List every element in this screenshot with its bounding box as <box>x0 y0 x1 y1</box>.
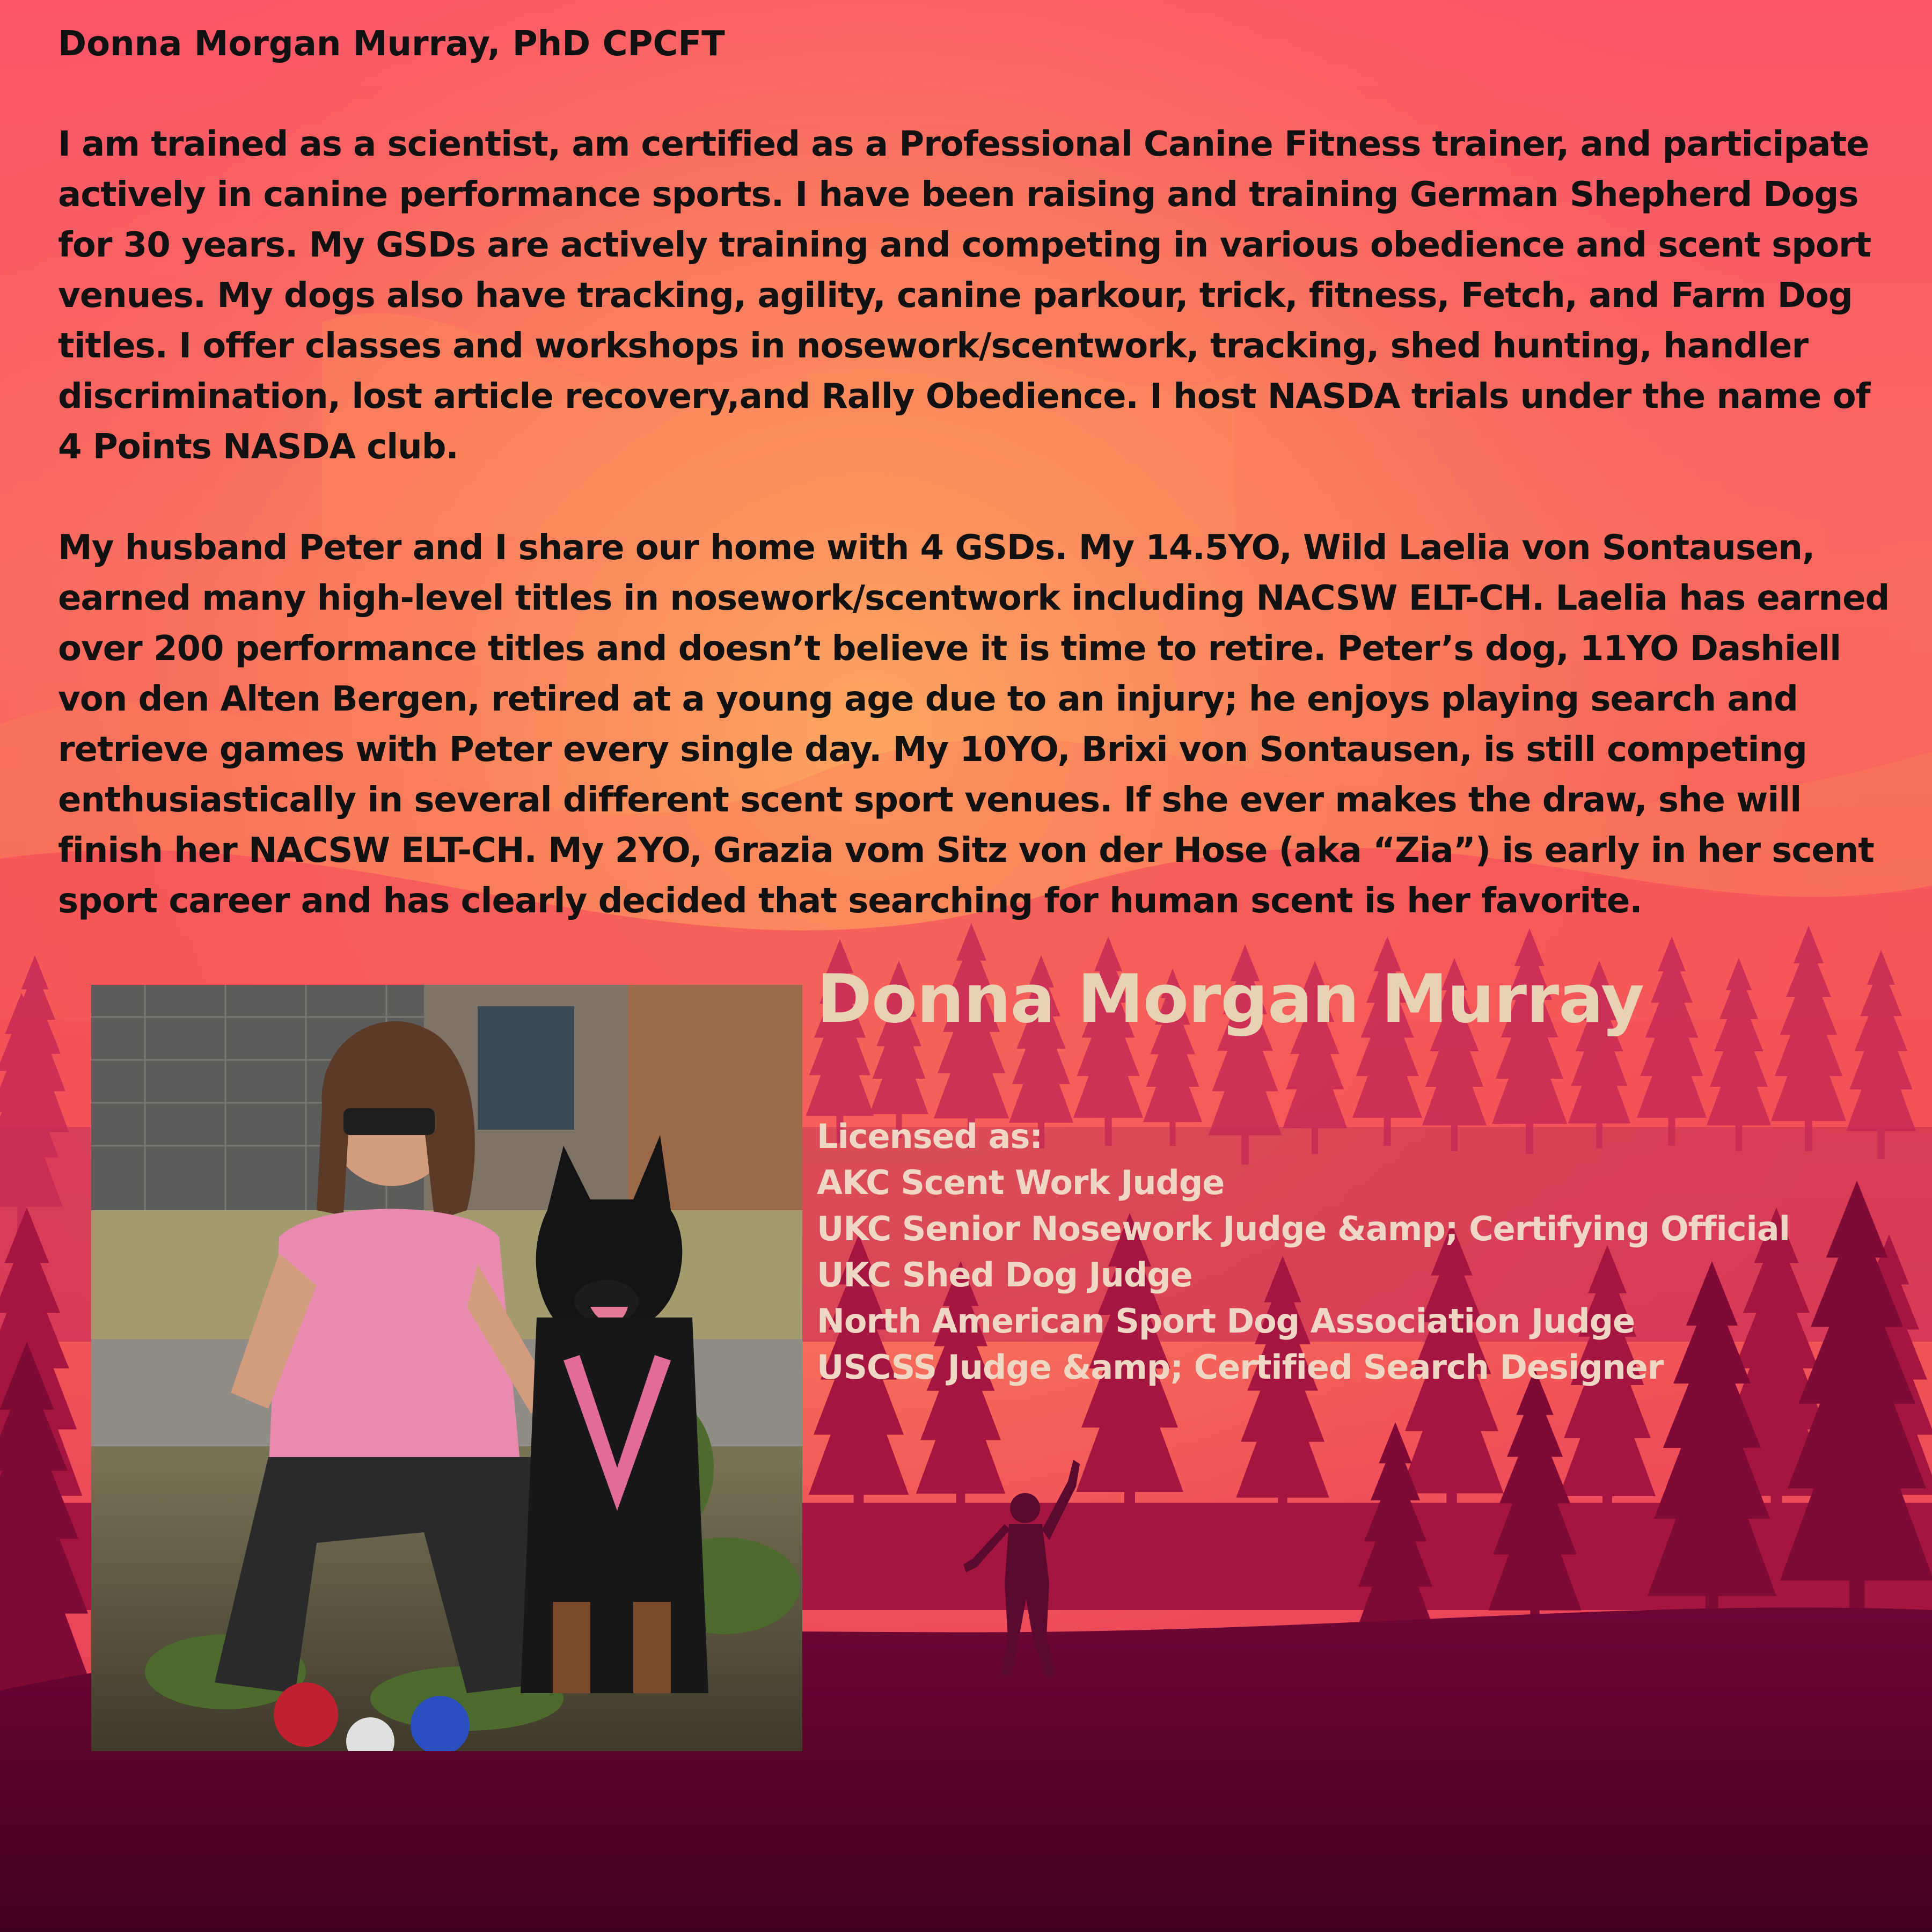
page-header-title: Donna Morgan Murray, PhD CPCFT <box>58 24 725 64</box>
license-item: North American Sport Dog Association Judge <box>817 1301 1635 1341</box>
bio-section <box>58 119 1893 926</box>
bio-paragraph-2: My husband Peter and I share our home with 4 GSDs. My 14.5YO, Wild Laelia von Sontausen, earned many high-level titles in nosework/scentwork including NACSW ELT-CH. Laelia has earned over 200 performance titles and doesn’t believe it is time to retire. Peter’s dog, 11YO Dashiell von den Alten Bergen, retired at a young age due to an injury; he enjoys playing search and retrieve games with Peter every single day. My 10YO, Brixi von Sontausen, is still competing enthusiastically in several different scent sport venues. If she ever makes the draw, she will finish her NACSW ELT-CH. My 2YO, Grazia vom Sitz von der Hose (aka “Zia”) is early in her scent sport career and has clearly decided that searching for human scent is her favorite. <box>58 528 1890 921</box>
profile-photo <box>91 985 802 1751</box>
license-item: AKC Scent Work Judge <box>817 1163 1225 1202</box>
licensed-heading: Licensed as: <box>817 1117 1043 1156</box>
license-item: UKC Shed Dog Judge <box>817 1255 1192 1294</box>
judge-name: Donna Morgan Murray <box>817 961 1644 1038</box>
bio-paragraph-1: I am trained as a scientist, am certified as a Professional Canine Fitness trainer, and participate actively in canine performance sports. I have been raising and training German Shepherd Dogs for 30 years. My GSDs are actively training and competing in various obedience and scent sport venues. My dogs also have tracking, agility, canine parkour, trick, fitness, Fetch, and Farm Dog titles. I offer classes and workshops in nosework/scentwork, tracking, shed hunting, handler discrimination, lost article recovery,and Rally Obedience. I host NASDA trials under the name of 4 Points NASDA club. <box>58 125 1871 467</box>
license-item: USCSS Judge &amp; Certified Search Designer <box>817 1348 1664 1387</box>
license-list <box>817 1160 1790 1391</box>
licenses-block <box>817 1114 1790 1391</box>
license-item: UKC Senior Nosework Judge &amp; Certifying Official <box>817 1209 1790 1248</box>
